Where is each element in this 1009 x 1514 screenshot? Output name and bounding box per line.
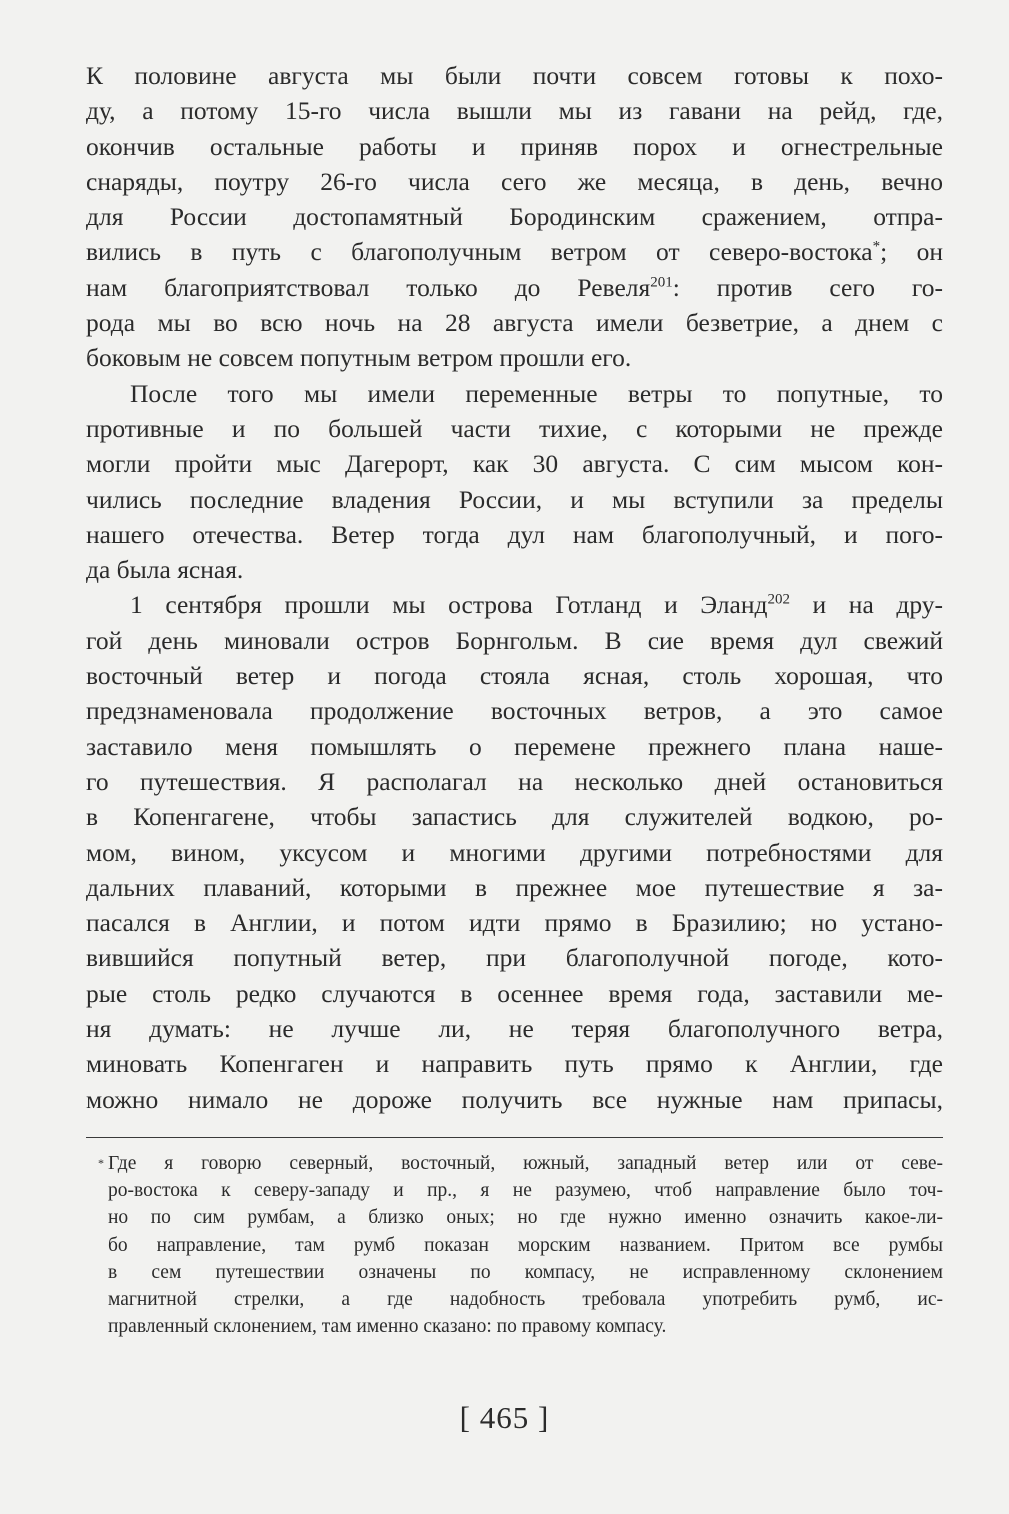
text-fragment: и на дру- [789,590,943,620]
text-line: восточный ветер и погода стояла ясная, столь хорошая, что [86,661,943,691]
text-line: После того мы имели переменные ветры то попутные, то [130,378,943,408]
text-line: вившийся попутный ветер, при благополучной погоде, кото- [86,943,943,973]
text-line: для России достопамятный Бородинским сражением, отпра- [86,202,943,232]
text-fragment: ; он [880,237,943,267]
text-line: предзнаменовала продолжение восточных ветров, а это самое [86,696,943,726]
text-line: снаряды, поутру 26-го числа сего же месяца, в день, вечно [86,166,943,196]
text-line: да была ясная. [86,555,244,585]
page-number: [ 465 ] [459,1400,550,1435]
text-line: мом, вином, уксусом и многими другими потребностями для [86,837,943,867]
footnote-line: бо направление, там румб показан морским названием. Притом все румбы [108,1234,943,1256]
text-line: в Копенгагене, чтобы запастись для служителей водкою, ро- [86,802,943,832]
text-line: гой день миновали остров Борнгольм. В сие время дул свежий [86,625,943,655]
text-fragment: нам благоприятствовал только до Ревеля [86,272,651,302]
text-fragment: вились в путь с благополучным ветром от северо-востока [86,237,873,267]
footnote-divider [86,1137,943,1138]
footnote-line: в сем путешествии означены по компасу, не исправленному склонением [108,1261,943,1283]
footnote-line: правленный склонением, там именно сказано: по правому компасу. [108,1316,667,1338]
text-line: можно нимало не дороже получить все нужные нам припасы, [86,1084,943,1114]
text-line: К половине августа мы были почти совсем готовы к похо- [86,61,943,90]
main-text [86,58,943,1117]
text-fragment: : против сего го- [672,272,943,302]
text-line [86,234,943,269]
footnote [86,1150,943,1340]
endnote-reference: 202 [767,591,790,608]
text-line: миновать Копенгаген и направить путь прямо к Англии, где [86,1049,943,1079]
footnote-line: магнитной стрелки, а где надобность требовала употребить румб, ис- [108,1288,943,1310]
text-line: рода мы во всю ночь на 28 августа имели безветрие, а днем с [86,308,943,338]
text-line: окончив остальные работы и приняв порох и огнестрельные [86,131,943,161]
text-line: могли пройти мыс Дагерорт, как 30 августа. С сим мысом кон- [86,449,943,479]
footnote-mark: * [98,1156,104,1170]
text-fragment: Где я говорю северный, восточный, южный, западный ветер или от севе- [108,1153,943,1174]
text-line: заставило меня помышлять о перемене прежнего плана наше- [86,731,943,761]
text-line [86,270,943,305]
text-line [86,587,943,622]
footnote-line: но по сим румбам, а близко оных; но где нужно именно означить какое-ли- [108,1207,943,1229]
footnote-reference: * [872,238,881,255]
text-line: дальних плаваний, которыми в прежнее мое путешествие я за- [86,872,943,902]
endnote-reference: 201 [650,274,673,291]
text-line: рые столь редко случаются в осеннее время года, заставили ме- [86,978,943,1008]
text-line: нашего отечества. Ветер тогда дул нам благополучный, и пого- [86,519,943,549]
footnote-line: ро-востока к северу-западу и пр., я не разумею, чтоб направление было точ- [108,1180,943,1202]
text-line: ня думать: не лучше ли, не теряя благополучного ветра, [86,1014,943,1044]
text-line: чились последние владения России, и мы вступили за пределы [86,484,943,514]
text-line: го путешествия. Я располагал на несколько дней остановиться [86,766,943,796]
footnote-line [86,1150,943,1177]
text-line: боковым не совсем попутным ветром прошли его. [86,343,632,373]
text-line: ду, а потому 15-го числа вышли мы из гавани на рейд, где, [86,96,943,126]
text-line: пасался в Англии, и потом идти прямо в Бразилию; но устано- [86,908,943,938]
text-line: противные и по большей части тихие, с которыми не прежде [86,413,943,443]
text-fragment: 1 сентября прошли мы острова Готланд и Эланд [130,590,768,620]
